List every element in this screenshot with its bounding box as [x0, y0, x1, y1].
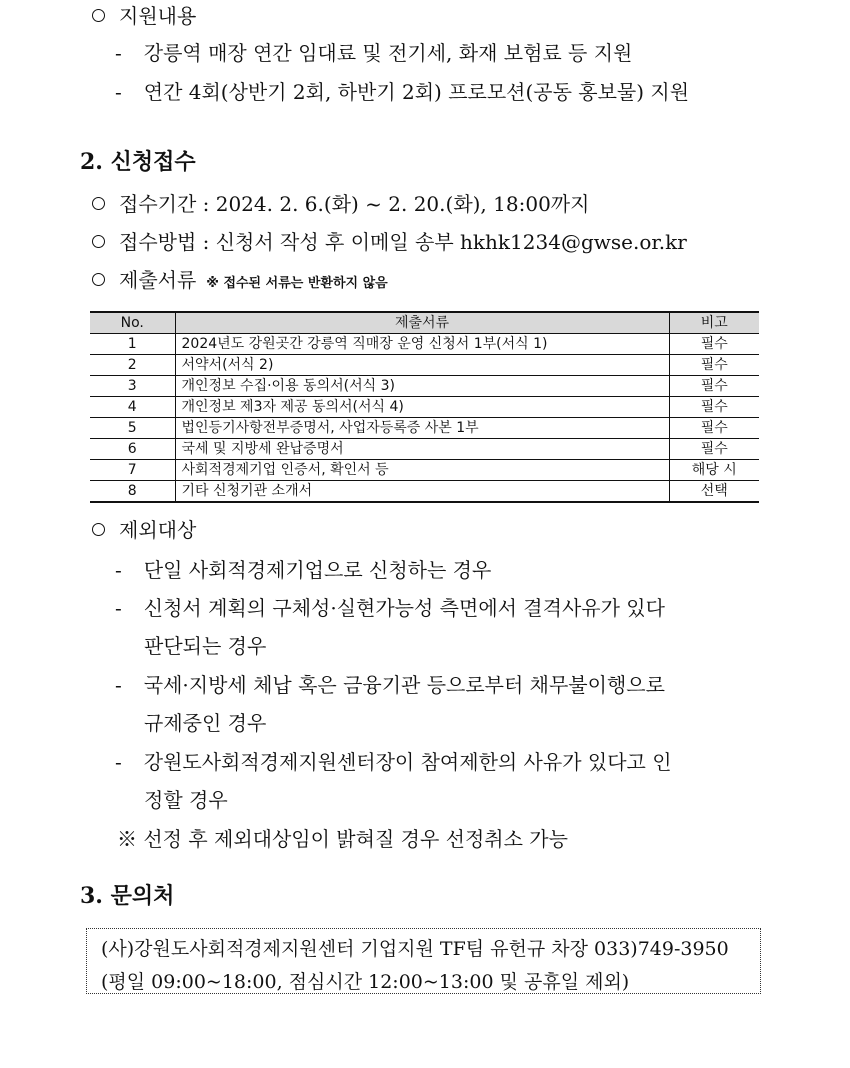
- table-header-row: [90, 312, 759, 334]
- section2-title: 2. 신청접수: [80, 149, 196, 175]
- table-row: 7 사회적경제기업 인증서, 확인서 등 해당 시: [90, 460, 759, 481]
- section3-title: 3. 문의처: [80, 883, 175, 909]
- header-no: No.: [90, 312, 175, 334]
- table-row: 8 기타 신청기관 소개서 선택: [90, 481, 759, 503]
- table-row: 1 2024년도 강원곳간 강릉역 직매장 운영 신청서 1부(서식 1) 필수: [90, 334, 759, 355]
- application-period: 접수기간 : 2024. 2. 6.(화) ~ 2. 20.(화), 18:00까지: [92, 192, 589, 216]
- exclusion-item-4: - 강원도사회적경제지원센터장이 참여제한의 사유가 있다고 인: [115, 750, 672, 774]
- contact-line-1: (사)강원도사회적경제지원센터 기업지원 TF팀 유헌규 차장 033)749-3950: [101, 938, 729, 960]
- exclusion-item-2-cont: 판단되는 경우: [144, 634, 267, 658]
- table-row: 4 개인정보 제3자 제공 동의서(서식 4) 필수: [90, 397, 759, 418]
- header-remark: 비고: [669, 312, 759, 334]
- exclusion-item-1: - 단일 사회적경제기업으로 신청하는 경우: [115, 558, 492, 582]
- circle-bullet-icon: [92, 235, 105, 248]
- support-item-2: - 연간 4회(상반기 2회, 하반기 2회) 프로모션(공동 홍보물) 지원: [115, 80, 690, 104]
- exclusion-note: ※ 선정 후 제외대상임이 밝혀질 경우 선정취소 가능: [117, 827, 568, 851]
- application-method: 접수방법 : 신청서 작성 후 이메일 송부 hkhk1234@gwse.or.kr: [92, 230, 687, 254]
- docs-note: ※ 접수된 서류는 반환하지 않음: [206, 276, 388, 291]
- circle-bullet-icon: [92, 523, 105, 536]
- exclusion-item-4-cont: 정할 경우: [144, 788, 228, 812]
- header-doc: 제출서류: [175, 312, 669, 334]
- table-row: 6 국세 및 지방세 완납증명서 필수: [90, 439, 759, 460]
- exclusion-item-3: - 국세·지방세 체납 혹은 금융기관 등으로부터 채무불이행으로: [115, 673, 665, 697]
- support-header: 지원내용: [92, 4, 196, 28]
- submission-docs-table: [90, 311, 759, 503]
- exclusion-item-2: - 신청서 계획의 구체성·실현가능성 측면에서 결격사유가 있다: [115, 596, 665, 620]
- submission-docs-label: 제출서류 ※ 접수된 서류는 반환하지 않음: [92, 268, 388, 296]
- contact-box: [86, 928, 761, 994]
- table-row: 2 서약서(서식 2) 필수: [90, 355, 759, 376]
- exclusion-item-3-cont: 규제중인 경우: [144, 711, 267, 735]
- circle-bullet-icon: [92, 197, 105, 210]
- exclusion-header: 제외대상: [92, 518, 196, 542]
- support-item-1: - 강릉역 매장 연간 임대료 및 전기세, 화재 보험료 등 지원: [115, 41, 633, 65]
- contact-line-2: (평일 09:00~18:00, 점심시간 12:00~13:00 및 공휴일 제외): [101, 971, 630, 993]
- circle-bullet-icon: [92, 9, 105, 22]
- table-row: 3 개인정보 수집·이용 동의서(서식 3) 필수: [90, 376, 759, 397]
- circle-bullet-icon: [92, 273, 105, 286]
- table-row: 5 법인등기사항전부증명서, 사업자등록증 사본 1부 필수: [90, 418, 759, 439]
